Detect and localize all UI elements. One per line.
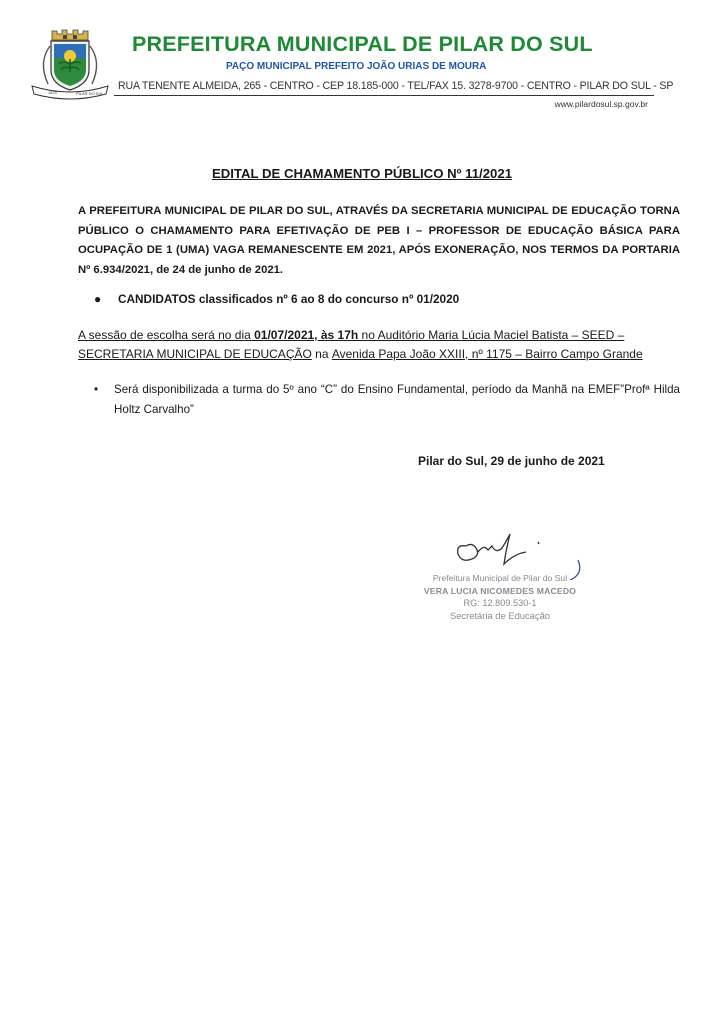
intro-paragraph: A PREFEITURA MUNICIPAL DE PILAR DO SUL, ATRAVÉS DA SECRETARIA MUNICIPAL DE EDUCAÇÃO TORNA PÚBLICO O CHAMAMENTO PARA EFETIVAÇÃO DE PEB I – PROFESSOR DE EDUCAÇÃO BÁSICA PARA OCUPAÇÃO DE 1 (UMA) VAGA REMANESCENTE EM 2021, APÓS EXONERAÇÃO, NOS TERMOS DA PORTARIA Nº 6.934/2021, de 24 de junho de 2021. [78,205,680,277]
stamp-name: VERA LUCIA NICOMEDES MACEDO [423,585,577,596]
date-line: Pilar do Sul, 29 de junho de 2021 [418,454,605,468]
candidates-bullet [94,292,460,306]
stamp-institution: Prefeitura Municipal de Pilar do Sul [432,573,568,583]
session-address: Avenida Papa João XXIII, nº 1175 – Bairro Campo Grande [331,347,643,361]
candidates-text: CANDIDATOS classificados nº 6 ao 8 do concurso nº 01/2020 [118,292,460,306]
session-location: no Auditório Maria Lúcia Maciel Batista – SEED – SECRETARIA MUNICIPAL DE EDUCAÇÃO [78,328,625,361]
address-line: RUA TENENTE ALMEIDA, 265 - CENTRO - CEP 18.185-000 - TEL/FAX 15. 3278-9700 - CENTRO - PILAR DO SUL - SP [118,80,674,92]
session-connector: na [311,347,332,361]
coat-of-arms-icon [26,26,114,102]
session-paragraph [78,326,680,364]
stamp-rg: RG: 12.809.530-1 [463,598,537,608]
session-datetime: 01/07/2021, às 17h [254,328,359,342]
bullet-icon: ● [94,292,102,306]
official-stamp [420,572,580,622]
municipality-title: PREFEITURA MUNICIPAL DE PILAR DO SUL [132,32,593,56]
building-name: PAÇO MUNICIPAL PREFEITO JOÃO URIAS DE MOURA [226,61,487,72]
stamp-role: Secretária de Educação [449,609,551,621]
header-divider [114,95,654,96]
svg-text:1870: 1870 [48,90,57,95]
website-link[interactable]: www.pilardosul.sp.gov.br [554,99,648,109]
session-prefix: A sessão de escolha será no dia [78,328,255,342]
document-title: EDITAL DE CHAMAMENTO PÚBLICO Nº 11/2021 [211,166,513,181]
svg-text:PILAR DO SUL: PILAR DO SUL [76,91,104,96]
bullet-icon: • [94,383,99,396]
class-bullet [94,380,680,420]
class-text: Será disponibilizada a turma do 5º ano “C” do Ensino Fundamental, período da Manhã na EMEF”Profª Hilda Holtz Carvalho” [114,383,680,416]
